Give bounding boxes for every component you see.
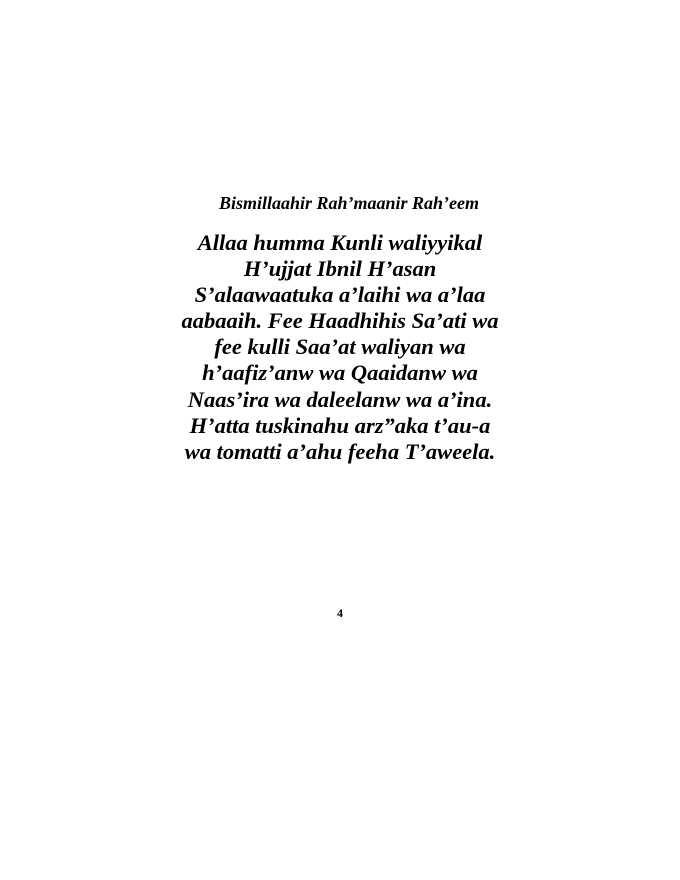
bismillah-heading: Bismillaahir Rah’maanir Rah’eem [218,193,480,213]
dua-line: Naas’ira wa daleelanw wa a’ina. [187,386,493,412]
dua-line: wa tomatti a’ahu feeha T’aweela. [184,438,496,464]
dua-paragraph [0,230,680,465]
dua-line: H’ujjat Ibnil H’asan [243,256,437,282]
dua-line: h’aafiz’anw wa Qaaidanw wa [202,360,478,386]
dua-line: fee kulli Saa’at waliyan wa [214,334,466,360]
dua-line: Allaa humma Kunli waliyyikal [197,230,483,255]
dua-line: aabaaih. Fee Haadhihis Sa’ati wa [181,308,499,334]
dua-line: S’alaawaatuka a’laihi wa a’laa [194,282,486,308]
dua-line: H’atta tuskinahu arz”aka t’au-a [189,412,491,438]
page-number: 4 [337,606,343,620]
